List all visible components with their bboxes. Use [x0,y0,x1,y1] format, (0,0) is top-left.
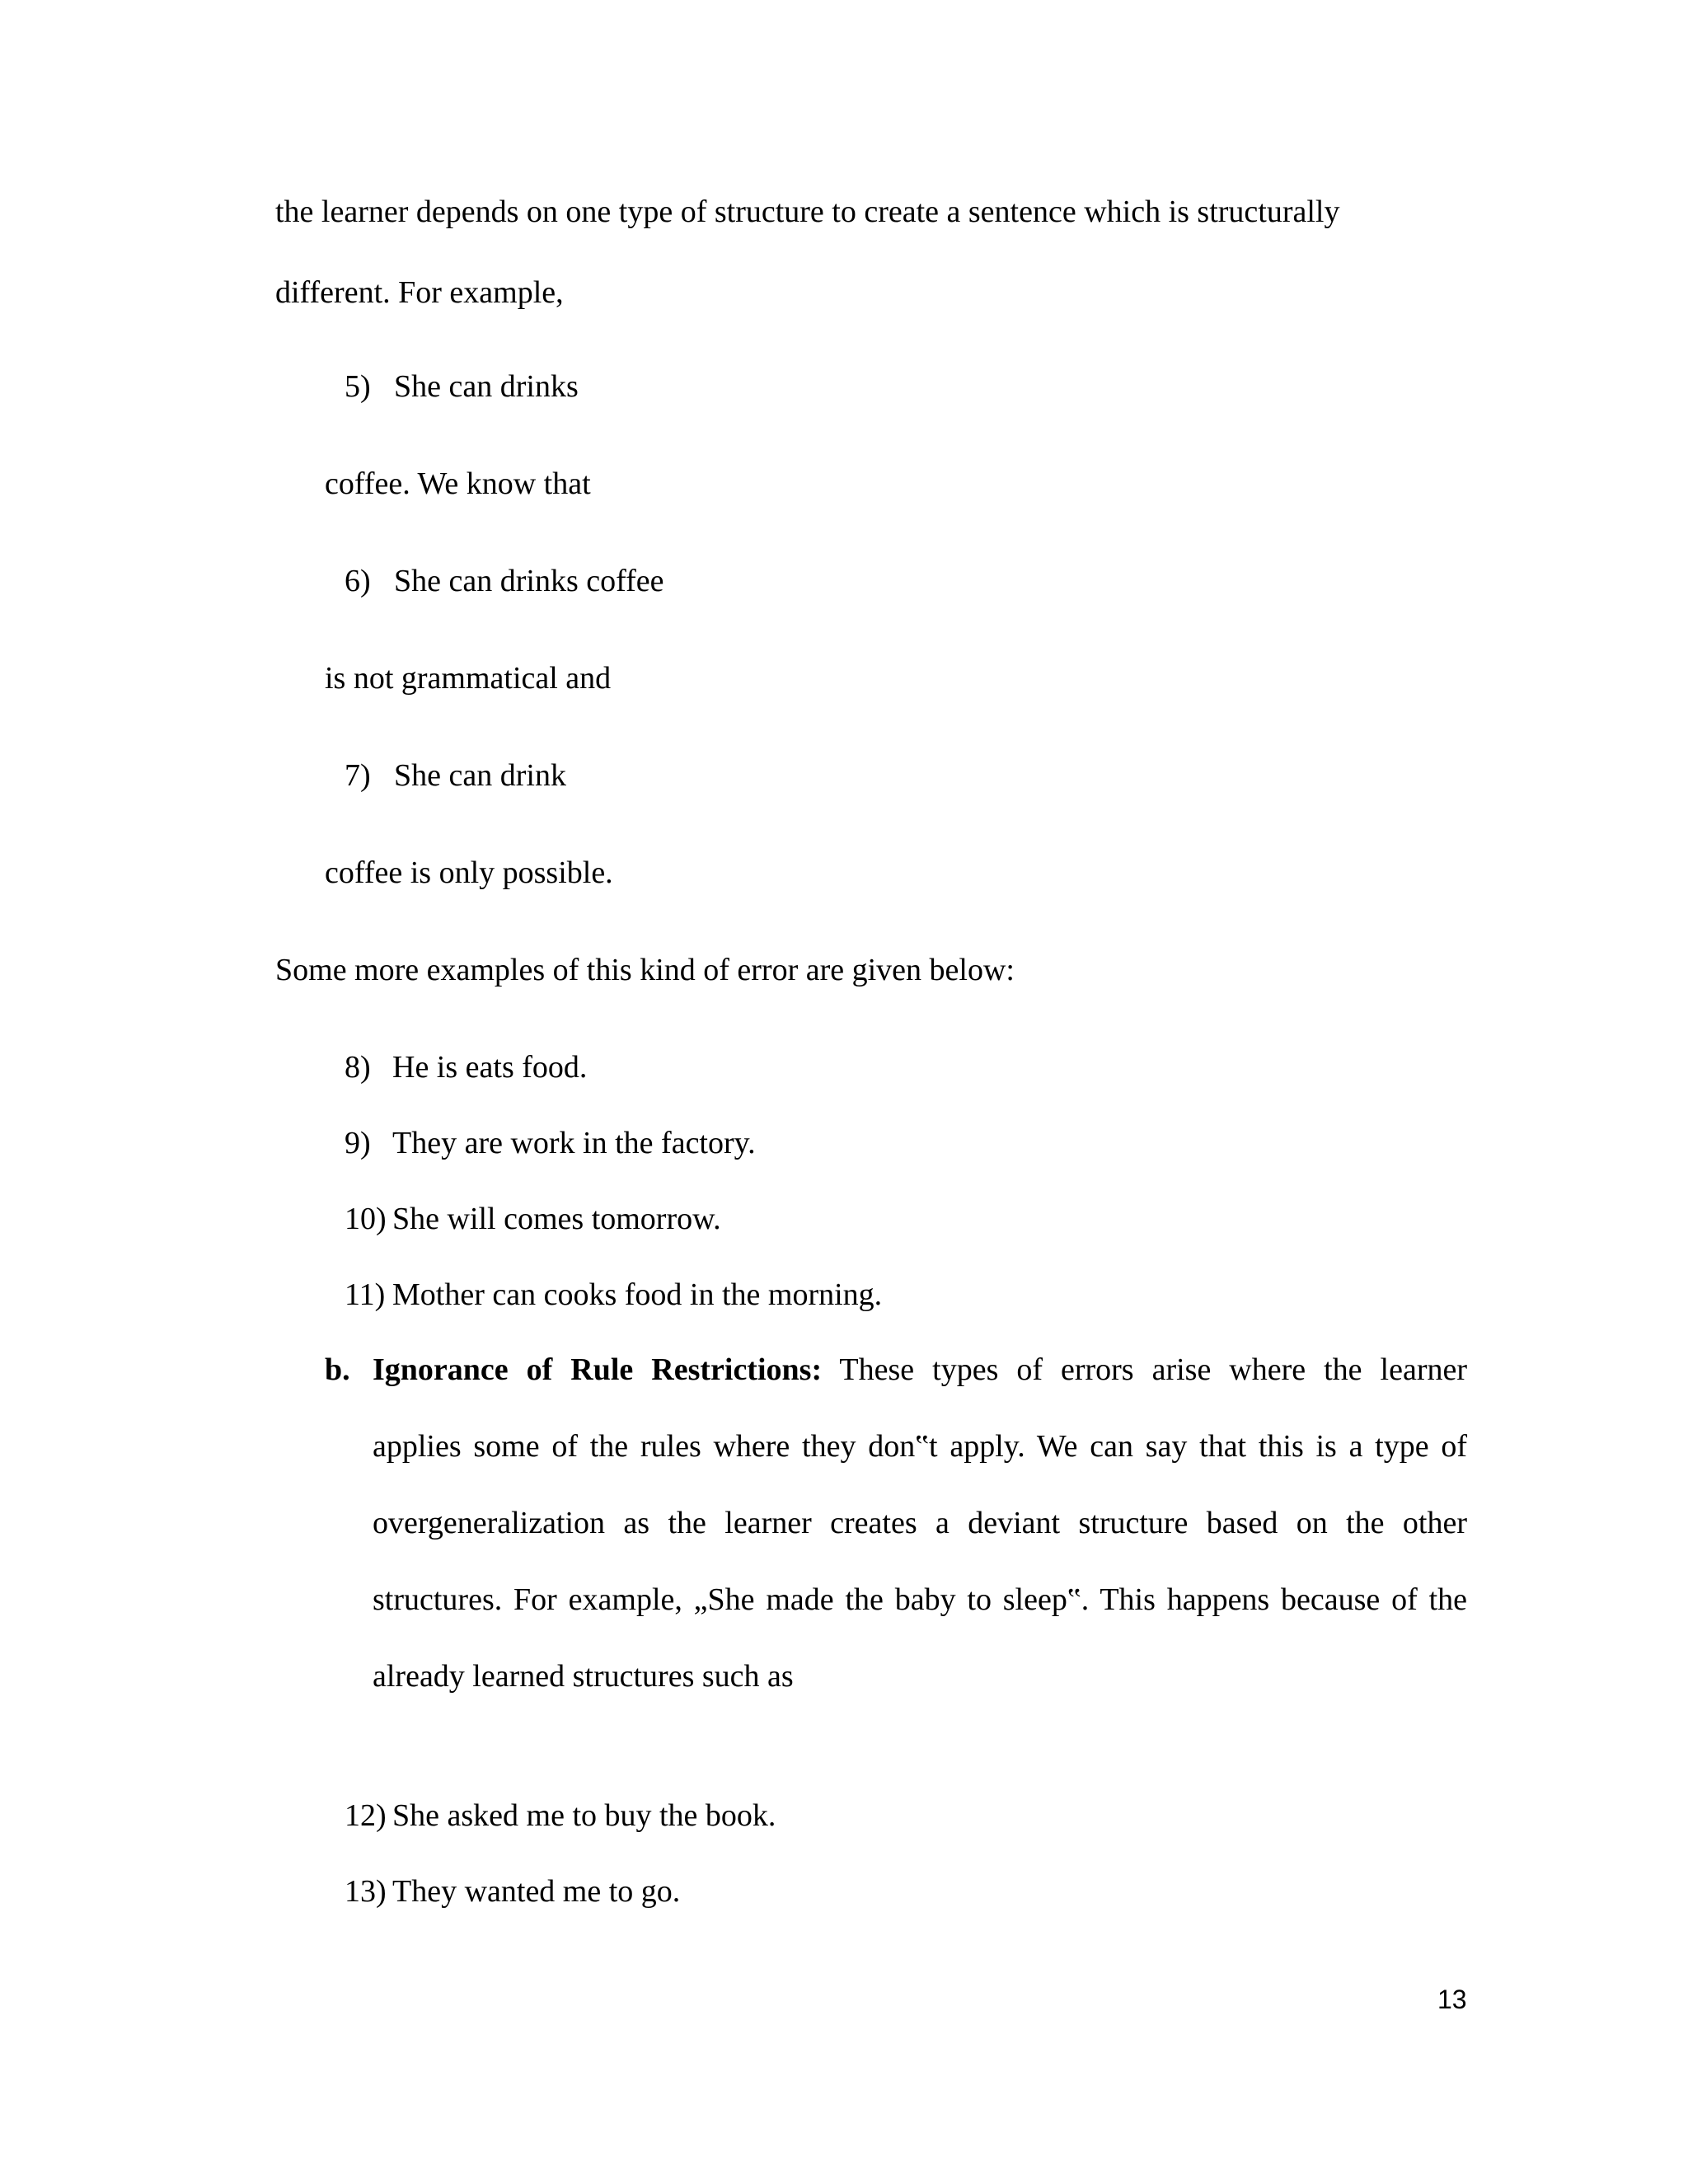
example-number: 6) [345,564,371,598]
example-number: 9) [345,1126,371,1160]
example-continuation: coffee. We know that [325,466,591,501]
example-number: 12) [345,1798,387,1833]
example-text: Mother can cooks food in the morning. [392,1277,883,1312]
section-text-line: already learned structures such as [373,1659,794,1694]
paragraph-line: different. For example, [275,275,564,310]
example-text: She will comes tomorrow. [392,1202,721,1236]
example-number: 11) [345,1277,386,1312]
example-number: 5) [345,369,371,404]
example-number: 13) [345,1874,387,1909]
example-text: She can drinks coffee [394,564,664,598]
example-text: They are work in the factory. [392,1126,756,1160]
example-text: They wanted me to go. [392,1874,681,1909]
example-number: 7) [345,758,371,793]
section-label: b. [325,1352,350,1387]
section-heading-line [373,1354,1467,1385]
example-continuation: is not grammatical and [325,661,612,696]
example-number: 10) [345,1202,387,1236]
example-text: She can drinks [394,369,579,404]
section-text-line: applies some of the rules where they don‟t apply. We can say that this is a type of [373,1429,1467,1464]
example-continuation: coffee is only possible. [325,855,613,890]
section-text-line: structures. For example, „She made the baby to sleep‟. This happens because of the [373,1582,1467,1617]
paragraph-line: Some more examples of this kind of error are given below: [275,953,1015,987]
section-text-line: overgeneralization as the learner creates a deviant structure based on the other [373,1506,1467,1540]
example-text: She can drink [394,758,566,793]
section-text: These types of errors arise where the learner [839,1352,1467,1387]
example-text: She asked me to buy the book. [392,1798,776,1833]
page-number: 13 [1437,1985,1467,2014]
paragraph-line: the learner depends on one type of structure to create a sentence which is structurally [275,194,1340,229]
section-heading: Ignorance of Rule Restrictions: [373,1352,823,1387]
example-text: He is eats food. [392,1050,588,1085]
example-number: 8) [345,1050,371,1085]
